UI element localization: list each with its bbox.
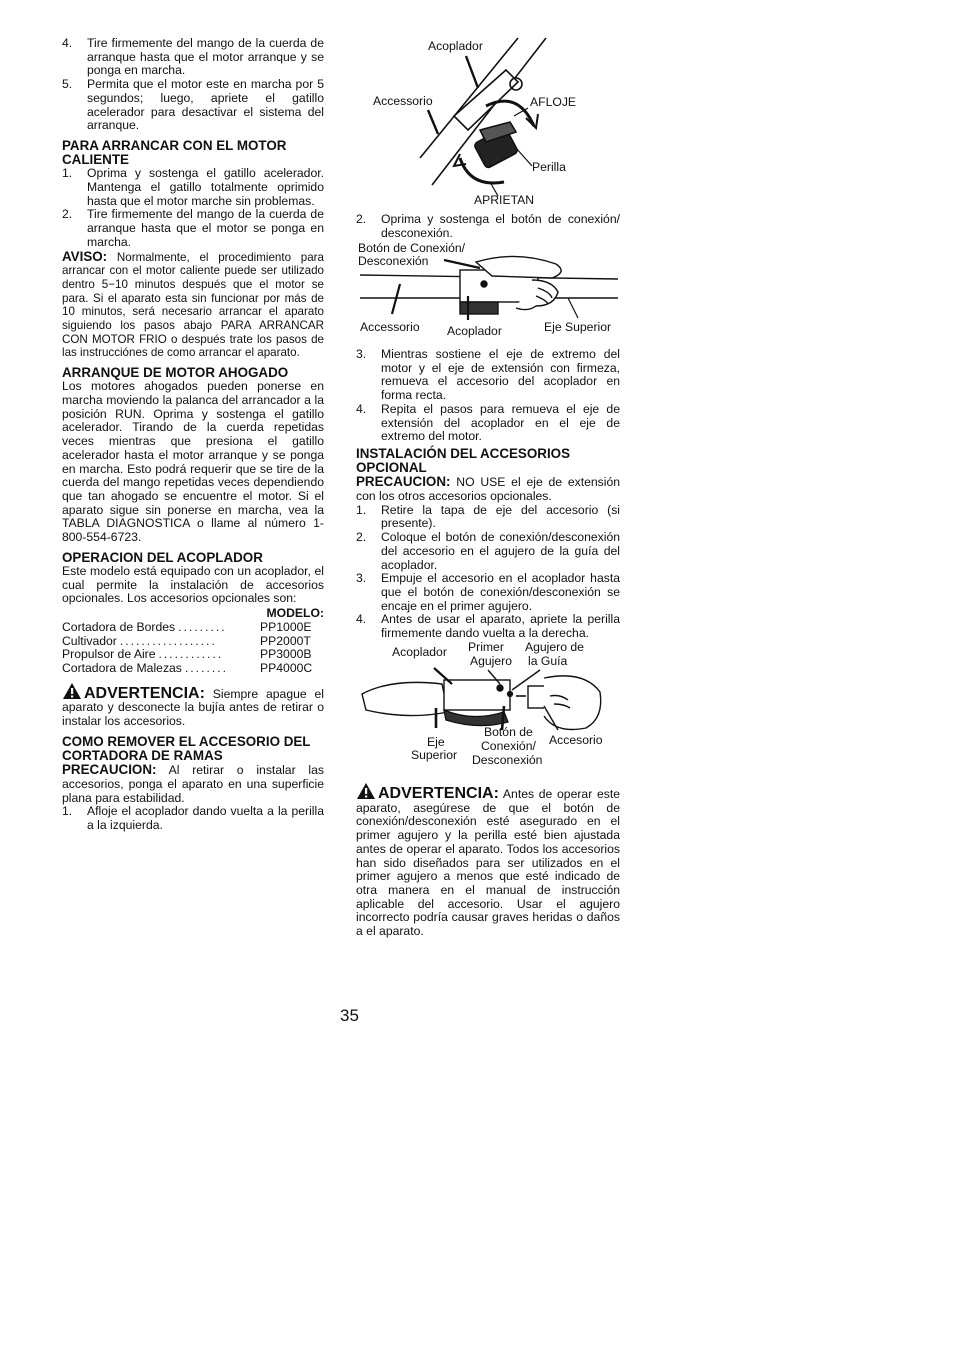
- leader-dots: ........: [184, 661, 228, 675]
- list-item: [62, 208, 324, 249]
- fig2-label-eje-superior: Eje Superior: [544, 320, 612, 334]
- fig1-label-afloje: AFLOJE: [530, 95, 577, 109]
- caution-text: NO USE el eje de extensión con los otros accesorios opcionales.: [356, 475, 621, 504]
- page-number: 35: [340, 1006, 359, 1025]
- list-item: [356, 572, 620, 613]
- caution-paragraph: [356, 475, 620, 503]
- figure-coupler-knob: [366, 30, 622, 210]
- right-column-bottom: [356, 782, 620, 939]
- fig3-label-agujero: Agujero: [470, 654, 513, 668]
- fig3-label-superior: Superior: [411, 748, 458, 762]
- fig3-label-acoplador: Acoplador: [392, 645, 447, 659]
- step-text: Tire firmemente del mango de la cuerda de arranque hasta que el motor se ponga en marcha.: [87, 207, 324, 249]
- fig1-label-accessorio: Accessorio: [373, 94, 433, 108]
- list-item: [356, 504, 620, 531]
- model-name: Cortadora de Malezas: [62, 660, 182, 675]
- step-number: 5.: [62, 77, 73, 92]
- fig2-label-accessorio: Accessorio: [360, 320, 420, 334]
- model-row: [62, 621, 324, 635]
- warning-paragraph: [356, 782, 620, 939]
- step-number: 4.: [62, 36, 73, 50]
- step-number: 3.: [356, 347, 367, 361]
- model-list: [62, 621, 324, 676]
- caution-label: PRECAUCION:: [356, 474, 451, 490]
- list-item: [62, 805, 324, 832]
- right-column-mid: [356, 348, 620, 641]
- model-row: [62, 635, 324, 649]
- notice-paragraph: [62, 250, 324, 361]
- model-name: Cortadora de Bordes: [62, 619, 176, 634]
- step-number: 2.: [356, 212, 367, 226]
- section-heading-remove: COMO REMOVER EL ACCESORIO DEL CORTADORA DE RAMAS: [62, 733, 311, 763]
- coupler-knob-illustration: [366, 30, 622, 210]
- flooded-paragraph: Los motores ahogados pueden ponerse en marcha moviendo la palanca del arrancador a la posición RUN. Oprima y sostenga el gatillo acelerador. Tirando de la cuerda repetidas veces mientras que presiona el gatillo acelerador hasta el motor arranque y se ponga en marcha. Esto podrá requerir que se tire de la cuerda del mango repetidas veces dependiendo que tan ahogado se encuentre el motor. Si el aparato sigue sin ponerse en marcha, vea la TABLA DIAGNOSTICA o llame al número 1-800-554-6723.: [62, 379, 324, 545]
- model-row: [62, 662, 324, 676]
- step-text: Tire firmemente del mango de la cuerda de arranque hasta que el motor arranque y se ponga en marcha.: [87, 36, 324, 78]
- caution-label: PRECAUCION:: [62, 762, 157, 778]
- fig2-label-boton: Botón de Conexión/: [358, 241, 466, 255]
- fig3-label-accesorio: Accesorio: [549, 733, 603, 747]
- leader-dots: ............: [158, 648, 224, 662]
- coupler-paragraph: Este modelo está equipado con un acoplador, el cual permite la instalación de accesorios opcionales. Los accesorios opcionales son:: [62, 564, 324, 606]
- figure-install-accessory: [358, 640, 622, 770]
- fig3-label-agujero-de: Agujero de: [525, 640, 584, 654]
- model-code: PP1000E: [260, 619, 312, 634]
- step-number: 1.: [62, 804, 73, 819]
- step-text: Permita que el motor este en marcha por 5 segundos; luego, apriete el gatillo acelerador para desactivar el sistema del arranque.: [87, 77, 324, 133]
- section-heading-coupler: OPERACION DEL ACOPLADOR: [62, 549, 263, 565]
- step-number: 4.: [356, 401, 367, 416]
- step-text: Afloje el acoplador dando vuelta a la perilla a la izquierda.: [87, 804, 324, 832]
- figure-press-button: [356, 240, 622, 344]
- right-step-2: [356, 213, 620, 240]
- model-name: Cultivador: [62, 633, 117, 648]
- warning-triangle-icon: [356, 782, 376, 800]
- step-number: 1.: [356, 502, 367, 517]
- list-item: [62, 37, 324, 78]
- step-text: Oprima y sostenga el gatillo acelerador. Mantenga el gatillo totalmente oprimido hasta que el motor marche sin problemas.: [87, 166, 324, 208]
- fig3-label-conexion: Conexión/: [481, 739, 536, 753]
- list-item: [356, 531, 620, 572]
- step-number: 1.: [62, 166, 73, 181]
- step-number: 4.: [356, 612, 367, 627]
- fig3-label-desconexion: Desconexión: [472, 753, 543, 767]
- step-text: Antes de usar el aparato, apriete la perilla firmemente dando vuelta a la derecha.: [381, 612, 620, 641]
- fig3-label-la-guia: la Guía: [528, 654, 568, 668]
- warning-paragraph: [62, 682, 324, 729]
- step-text: Repita el pasos para remueva el eje de extensión del acoplador en el eje de extremo del motor.: [381, 401, 620, 444]
- fig1-label-aprietan: APRIETAN: [474, 193, 535, 207]
- warning-label: ADVERTENCIA:: [84, 684, 205, 702]
- leader-dots: .........: [178, 620, 227, 634]
- list-item: [62, 78, 324, 133]
- section-heading-hot-start: PARA ARRANCAR CON EL MOTOR CALIENTE: [62, 137, 287, 168]
- warning-triangle-icon: [62, 682, 82, 700]
- left-column: [62, 37, 324, 833]
- fig3-label-boton-de: Botón de: [484, 725, 533, 739]
- warning-label: ADVERTENCIA:: [378, 785, 499, 802]
- model-row: [62, 648, 324, 662]
- step-number: 3.: [356, 571, 367, 586]
- section-heading-flooded: ARRANQUE DE MOTOR AHOGADO: [62, 365, 289, 381]
- model-code: PP2000T: [260, 633, 311, 648]
- model-header: MODELO:: [266, 606, 324, 621]
- step-text: Oprima y sostenga el botón de conexión/ desconexión.: [381, 212, 620, 240]
- caution-paragraph: [62, 763, 324, 805]
- model-name: Propulsor de Aire: [62, 647, 156, 662]
- model-code: PP4000C: [260, 660, 313, 675]
- fig2-label-acoplador: Acoplador: [447, 324, 502, 338]
- warning-text: Antes de operar este aparato, asegúrese de que el botón de conexión/desconexión esté asegurado en el primer agujero y la perilla esté bien ajustada antes de operar el aparato. Todos los accesorios han sido diseñados para ser utilizados en el primer agujero a menos que esté indicado de otra manera en el manual de instrucción aplicable del accesorio. Usar el agujero incorrecto podría causar graves heridas o daños a el aparato.: [356, 787, 620, 939]
- fig3-label-eje: Eje: [427, 735, 445, 749]
- list-item: [356, 348, 620, 403]
- warning-text: Siempre apague el aparato y desconecte la bujía antes de retirar o instalar los accesorios.: [62, 686, 324, 729]
- list-item: [62, 167, 324, 208]
- model-code: PP3000B: [260, 647, 312, 662]
- fig3-label-primer: Primer: [468, 640, 504, 654]
- step-text: Empuje el accesorio en el acoplador hasta que el botón de conexión/desconexión se encaje en el primer agujero.: [381, 571, 620, 613]
- step-number: 2.: [62, 207, 73, 222]
- step-text: Coloque el botón de conexión/desconexión del accesorio en el agujero de la guía del acoplador.: [381, 530, 620, 572]
- fig1-label-perilla: Perilla: [532, 160, 566, 174]
- fig2-label-desconexion: Desconexión: [358, 254, 429, 268]
- section-heading-install: INSTALACIÓN DEL ACCESORIOS OPCIONAL: [356, 445, 571, 476]
- step-text: Retire la tapa de eje del accesorio (si presente).: [381, 502, 620, 531]
- notice-text: Normalmente, el procedimiento para arrancar con el motor caliente puede ser utilizado dentro 5−10 minutos después que el motor se para. Si el aparato esta sin funcionar por más de 10 minutos, será necesario arrancar el aparato siguiendo los pasos abajo PARA ARRANCAR CON MOTOR FRIO o después trate los pasos de las instrucciónes de como arrancar el aparato.: [62, 250, 324, 360]
- notice-label: AVISO:: [62, 248, 108, 264]
- list-item: [356, 213, 620, 240]
- leader-dots: ..................: [119, 634, 217, 648]
- list-item: [356, 403, 620, 444]
- step-number: 2.: [356, 530, 367, 545]
- fig1-label-acoplador: Acoplador: [428, 39, 483, 53]
- caution-text: Al retirar o instalar las accesorios, ponga el aparato en una superficie plana para estabilidad.: [62, 763, 324, 805]
- step-text: Mientras sostiene el eje de extremo del motor y el eje de extensión con firmeza, remueva el accesorio del acoplador en forma recta.: [381, 347, 620, 403]
- list-item: [356, 613, 620, 640]
